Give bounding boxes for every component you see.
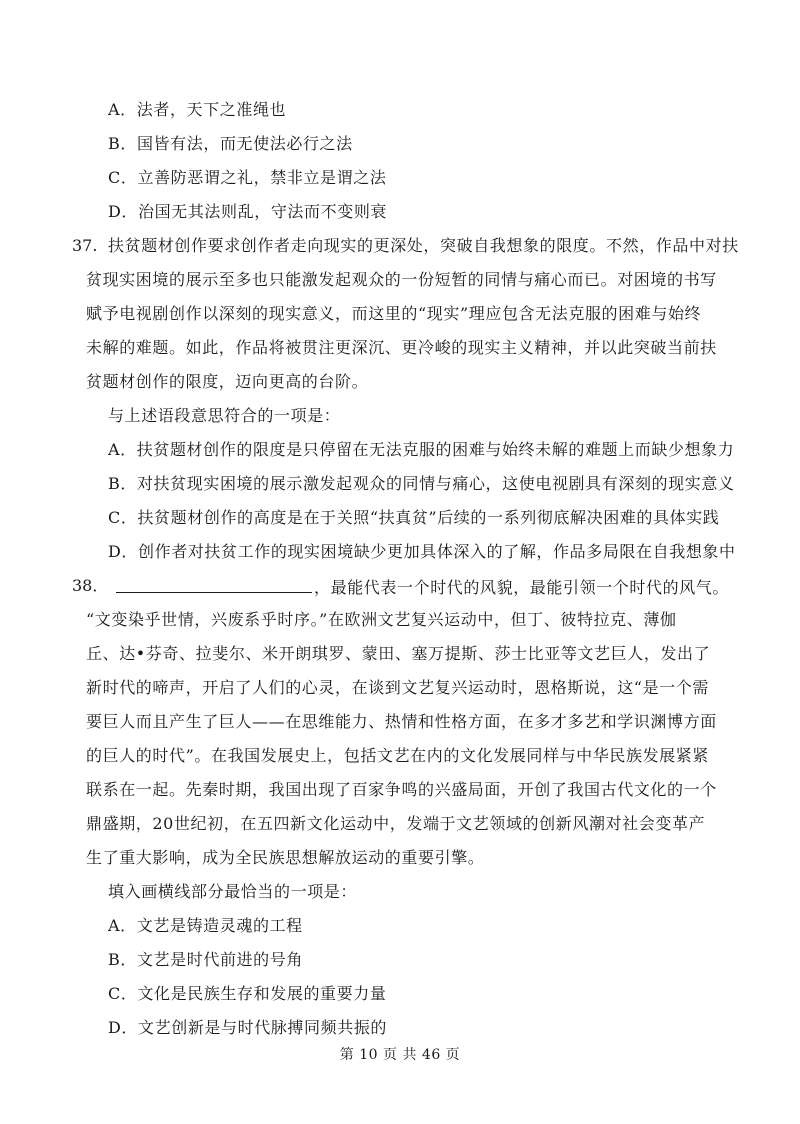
q38-option-b: B．文艺是时代前进的号角 [108,950,303,969]
q37-number: 37. [72,236,98,255]
q37-passage-line-2: 贫现实困境的展示至多也只能激发起观众的一份短暂的同情与痛心而已。对困境的书写 [86,270,717,289]
q38-prompt: 填入画横线部分最恰当的一项是： [108,882,358,901]
q38-option-a: A．文艺是铸造灵魂的工程 [108,916,303,935]
q37-option-a: A．扶贫题材创作的限度是只停留在无法克服的困难与始终未解的难题上而缺少想象力 [108,440,735,459]
q38-passage-line-7: 鼎盛期，20世纪初，在五四新文化运动中，发端于文艺领域的创新风潮对社会变革产 [86,814,706,833]
q37-option-b: B．对扶贫现实困境的展示激发起观众的同情与痛心，这使电视剧具有深刻的现实意义 [108,474,735,493]
q37-option-d: D．创作者对扶贫工作的现实困境缺少更加具体深入的了解，作品多局限在自我想象中 [108,542,736,561]
q37-passage-line-5: 贫题材创作的限度，迈向更高的台阶。 [86,372,369,391]
q36-option-c: C．立善防恶谓之礼，禁非立是谓之法 [108,168,387,187]
q38-number: 38． [72,576,109,595]
q38-passage-line-3: 新时代的啼声，开启了人们的心灵，在谈到文艺复兴运动时，恩格斯说，这“是一个需 [86,678,709,697]
q38-passage-line-2: 丘、达•芬奇、拉斐尔、米开朗琪罗、蒙田、塞万提斯、莎士比亚等文艺巨人，发出了 [86,644,711,663]
q37-passage-line-4: 未解的难题。如此，作品将被贯注更深沉、更冷峻的现实主义精神，并以此突破当前扶 [86,338,717,357]
q36-option-d: D．治国无其法则乱，守法而不变则衰 [108,202,388,221]
q38-passage-line-1: “文变染乎世情，兴废系乎时序。”在欧洲文艺复兴运动中，但丁、彼特拉克、薄伽 [86,610,677,629]
q38-passage-line-8: 生了重大影响，成为全民族思想解放运动的重要引擎。 [86,848,485,867]
q37-passage-line-3: 赋予电视剧创作以深刻的现实意义，而这里的“现实”理应包含无法克服的困难与始终 [86,304,702,323]
q38-option-c: C．文化是民族生存和发展的重要力量 [108,984,387,1003]
q38-passage-line-5: 的巨人的时代”。在我国发展史上，包括文艺在内的文化发展同样与中华民族发展紧紧 [86,746,709,765]
q37-option-c: C．扶贫题材创作的高度是在于关照“扶真贫”后续的一系列彻底解决困难的具体实践 [108,508,720,527]
q36-option-a: A．法者，天下之准绳也 [108,100,287,119]
fill-in-blank [116,576,312,593]
q38-passage-line-6: 联系在一起。先秦时期，我国出现了百家争鸣的兴盛局面，开创了我国古代文化的一个 [86,780,717,799]
q36-option-b: B．国皆有法，而无使法必行之法 [108,134,353,153]
q38-first-line [116,576,729,598]
q38-passage-line-4: 要巨人而且产生了巨人——在思维能力、热情和性格方面，在多才多艺和学识渊博方面 [86,712,717,731]
q37-passage-line-1: 扶贫题材创作要求创作者走向现实的更深处，突破自我想象的限度。不然，作品中对扶 [108,236,739,255]
q38-first-line-text: ，最能代表一个时代的风貌，最能引领一个时代的风气。 [314,578,730,597]
q37-prompt: 与上述语段意思符合的一项是： [108,406,341,425]
q38-option-d: D．文艺创新是与时代脉搏同频共振的 [108,1018,388,1037]
page-footer: 第 10 页 共 46 页 [339,1047,461,1063]
